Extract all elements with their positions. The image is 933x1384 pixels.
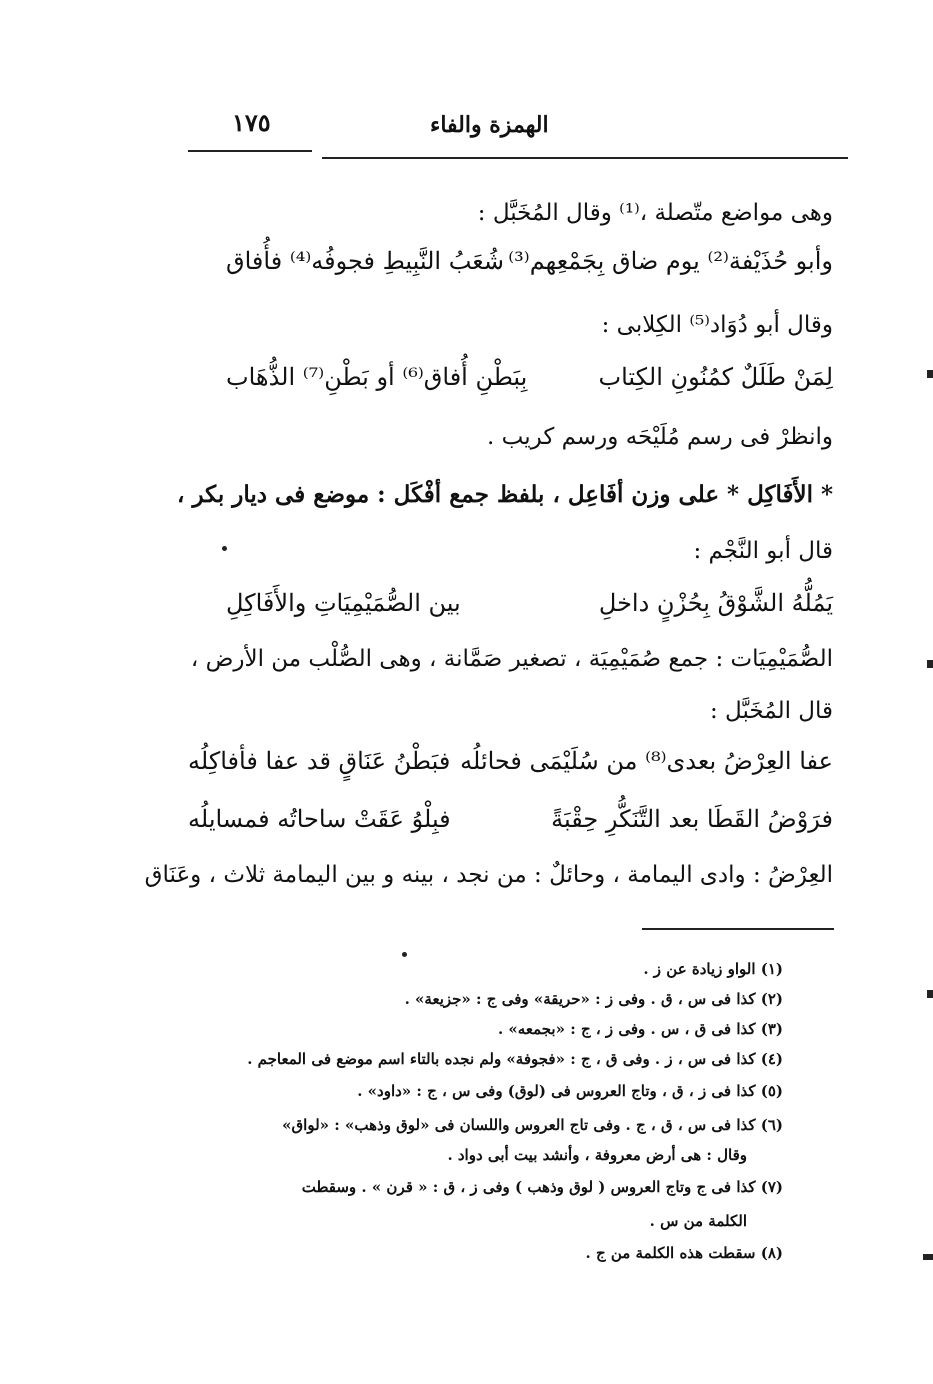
margin-mark	[923, 1254, 933, 1260]
verse-4-first-hemistich: عفا العِرْضُ بعدى⁽⁸⁾ من سُلَيْمَى فحائلُه	[460, 747, 833, 775]
body-line-gloss: الصُّمَيْمِيَات : جمع صُمَيْمِيَة ، تصغير صَمَّانة ، وهى الصُّلْب من الأرض ،	[190, 646, 833, 672]
body-line-irdh: العِرْضُ : وادى اليمامة ، وحائلٌ : من نجد ، بينه و بين اليمامة ثلاث ، وعَنَاق	[144, 862, 833, 888]
stray-dot-footnotes	[402, 952, 407, 957]
verse-4-second-hemistich: فبَطْنُ عَنَاقٍ قد عفا فأفاكِلُه	[188, 747, 451, 775]
header-rule-right	[322, 157, 848, 159]
footnote-4: (٤) كذا فى س ، ز . وفى ق ، ج : «فجوفة» ولم نجده بالتاء اسم موضع فى المعاجم .	[247, 1050, 783, 1068]
footnote-5: (٥) كذا فى ز ، ق ، وتاج العروس فى (لوق) وفى س ، ج : «داود» .	[357, 1082, 783, 1100]
page-title: الهمزة والفاء	[430, 112, 549, 138]
verse-2-first-hemistich: لِمَنْ طَلَلٌ كمُنُونِ الكِتاب	[598, 363, 833, 391]
footnote-8: (٨) سقطت هذه الكلمة من ج .	[585, 1244, 783, 1262]
footnote-1: (١) الواو زيادة عن ز .	[643, 960, 783, 978]
verse-1-first-hemistich: وأبو حُذَيْفة⁽²⁾ يوم ضاق بِجَمْعِهم⁽³⁾	[508, 247, 833, 275]
header-rule-left	[188, 150, 312, 152]
stray-dot	[222, 546, 227, 551]
entry-heading-afakil: * الأَفَاكِل * على وزن أفَاعِل ، بلفظ جمع أفْكَل : موضع فى ديار بكر ،	[177, 481, 833, 508]
body-line-abu-duwad: وقال أبو دُوَاد⁽⁵⁾ الكِلابى :	[601, 312, 833, 338]
page-number: ١٧٥	[232, 108, 271, 137]
verse-3-first-hemistich: يَمُلُّهُ الشَّوْقُ بِحُزْنٍ داخلِ	[598, 589, 833, 617]
body-line-mukhabbal: قال المُخَبَّل :	[710, 698, 833, 724]
footnote-6-continuation: وقال : هى أرض معروفة ، وأنشد بيت أبى دواد .	[447, 1146, 747, 1164]
footnote-7: (٧) كذا فى ج وتاج العروس ( لوق وذهب ) وفى ز ، ق : « قرن » . وسقطت	[301, 1178, 783, 1196]
verse-5-first-hemistich: فرَوْضُ القَطَا بعد التَّنَكُّرِ حِقْبَةً	[551, 805, 833, 833]
verse-1-second-hemistich: شُعَبُ النَّبِيطِ فجوفُه⁽⁴⁾ فأُفاق	[226, 247, 504, 275]
verse-2-second-hemistich: بِبَطْنِ أُفاق⁽⁶⁾ أو بَطْنِ⁽⁷⁾ الذُّهَاب	[226, 363, 528, 391]
body-line-see-also: وانظرْ فى رسم مُلَيْحَه ورسم كريب .	[487, 424, 833, 450]
margin-mark	[927, 370, 933, 378]
margin-mark	[927, 660, 933, 668]
footnote-rule	[642, 928, 834, 930]
verse-5-second-hemistich: فبِلْوُ عَقَتْ ساحاتُه فمسايلُه	[188, 805, 451, 833]
verse-3-second-hemistich: بين الصُّمَيْمِيَاتِ والأَفَاكِلِ	[226, 589, 461, 617]
footnote-7-continuation: الكلمة من س .	[649, 1212, 747, 1230]
body-line-abu-najm: قال أبو النَّجْم :	[693, 538, 833, 564]
footnote-2: (٢) كذا فى س ، ق . وفى ز : «حريقة» وفى ج : «جزيعة» .	[404, 990, 783, 1008]
margin-mark	[927, 990, 933, 998]
footnote-3: (٣) كذا فى ق ، س . وفى ز ، ج : «بجمعه» .	[497, 1020, 783, 1038]
footnote-6: (٦) كذا فى س ، ق ، ج . وفى تاج العروس واللسان فى «لوق وذهب» : «لواق»	[282, 1116, 783, 1134]
body-line-intro: وهى مواضع متّصلة ،⁽¹⁾ وقال المُخَبَّل :	[477, 200, 833, 226]
